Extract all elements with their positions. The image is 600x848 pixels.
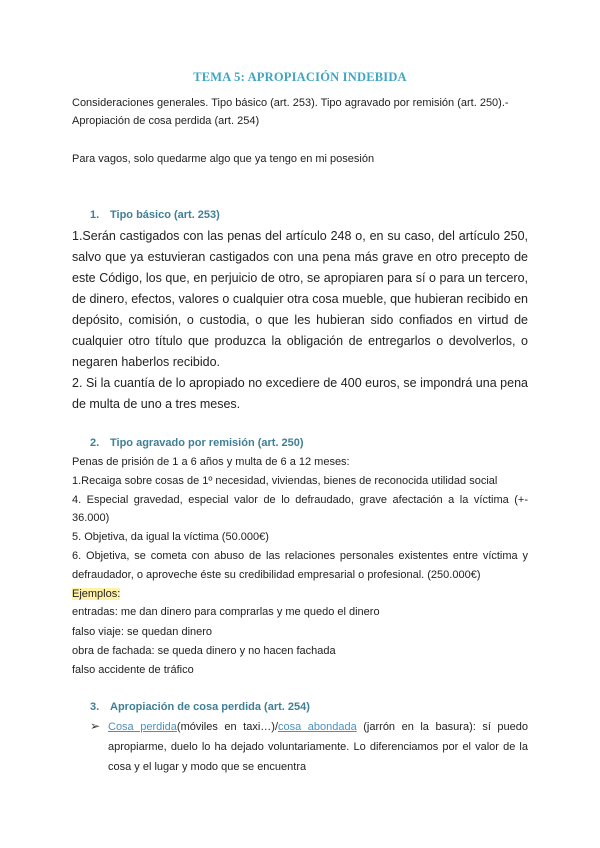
section2-line-1: Penas de prisión de 1 a 6 años y multa de 6 a 12 meses:: [72, 456, 350, 468]
section1-line-5: depósito, comisión, o custodia, o que les hubieran sido confiados en virtud de: [72, 313, 528, 327]
example-1: entradas: me dan dinero para comprarlas y me quedo el dinero: [72, 606, 380, 618]
section3-line-1: [108, 720, 528, 734]
cosa-perdida-link[interactable]: Cosa perdida: [108, 721, 177, 733]
example-4: falso accidente de tráfico: [72, 664, 194, 676]
section1-line-9: de multa de uno a tres meses.: [72, 397, 241, 411]
section1-heading: [90, 208, 220, 222]
section1-title: Tipo básico (art. 253): [110, 209, 220, 221]
section1-line-4: de dinero, efectos, valores o cualquier otra cosa mueble, que hubieran recibido en: [72, 292, 528, 306]
section2-title: Tipo agravado por remisión (art. 250): [110, 437, 304, 449]
section2-line-7: defraudador, o aproveche éste su credibilidad empresarial o profesional. (250.000€): [72, 569, 481, 581]
examples-label: [72, 587, 120, 601]
section3-line-2: apropiarme, duelo lo ha dejado voluntariamente. Lo diferenciamos por el valor de la: [108, 741, 528, 753]
section2-number: 2.: [90, 437, 100, 449]
section3-title: Apropiación de cosa perdida (art. 254): [110, 701, 310, 713]
section2-line-4: 36.000): [72, 512, 110, 524]
section2-line-6: 6. Objetiva, se cometa con abuso de las relaciones personales existentes entre víctima y: [72, 550, 528, 562]
cosa-abondada-link[interactable]: cosa abondada: [278, 721, 357, 733]
section1-line-3: este Código, los que, en perjuicio de otro, se apropiaren para sí o para un tercero,: [72, 271, 528, 285]
section2-line-2: 1.Recaiga sobre cosas de 1º necesidad, viviendas, bienes de reconocida utilidad social: [72, 475, 498, 487]
section1-line-8: 2. Si la cuantía de lo apropiado no excediere de 400 euros, se impondrá una pena: [72, 376, 528, 390]
arrow-bullet-icon: ➢: [90, 719, 101, 733]
intro-line-2: Apropiación de cosa perdida (art. 254): [72, 115, 260, 127]
note-line: Para vagos, solo quedarme algo que ya tengo en mi posesión: [72, 153, 375, 165]
section1-line-6: cualquier otro título que produzca la obligación de entregarlos o devolverlos, o: [72, 334, 528, 348]
section2-heading: [90, 436, 304, 450]
section1-number: 1.: [90, 209, 100, 221]
example-2: falso viaje: se quedan dinero: [72, 626, 213, 638]
section1-line-7: negaren haberlos recibido.: [72, 355, 221, 369]
section2-line-5: 5. Objetiva, da igual la víctima (50.000€): [72, 531, 269, 543]
document-title: TEMA 5: APROPIACIÓN INDEBIDA: [193, 70, 407, 84]
section3-text-1: (móviles en taxi…)/: [176, 721, 279, 733]
section1-line-2: salvo que ya estuvieran castigados con una pena más grave en otro precepto de: [72, 250, 528, 264]
intro-line-1: Consideraciones generales. Tipo básico (art. 253). Tipo agravado por remisión (art. 250).-: [72, 97, 509, 109]
section3-line-3: cosa y el lugar y modo que se encuentra: [108, 761, 307, 773]
section3-text-2: (jarrón en la basura): sí puedo: [356, 721, 529, 733]
example-3: obra de fachada: se queda dinero y no hacen fachada: [72, 645, 336, 657]
examples-label-highlight: Ejemplos:: [72, 588, 121, 600]
section2-line-3: 4. Especial gravedad, especial valor de lo defraudado, grave afectación a la víctima (+-: [72, 494, 528, 506]
section3-heading: [90, 700, 310, 714]
section3-number: 3.: [90, 701, 100, 713]
section1-line-1: 1.Serán castigados con las penas del artículo 248 o, en su caso, del artículo 250,: [72, 229, 528, 243]
